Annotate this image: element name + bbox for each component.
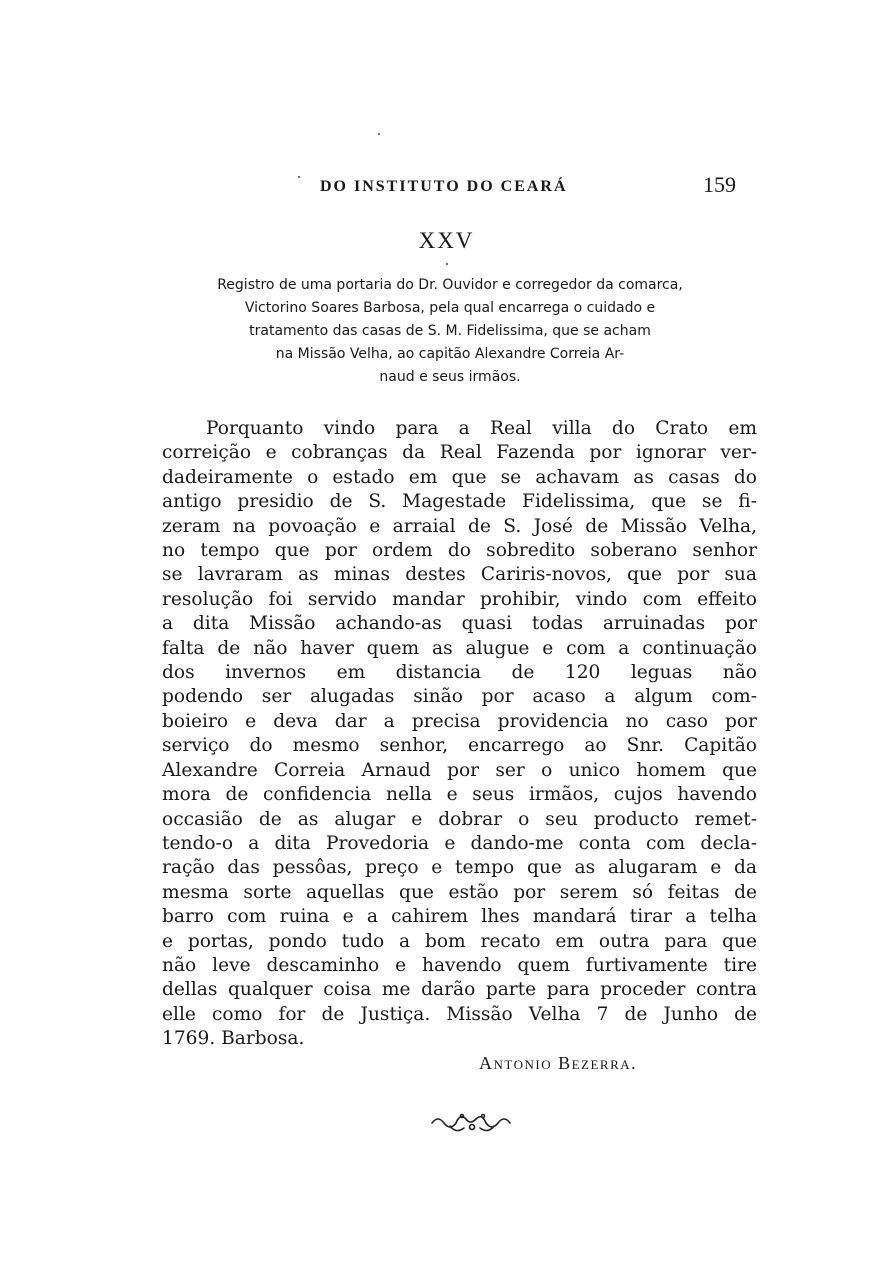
document-subtitle bbox=[150, 274, 750, 389]
body-line: antigo presidio de S. Magestade Fidelissima, que se fi- bbox=[162, 491, 757, 513]
body-line: a dita Missão achando-as quasi todas arruinadas por bbox=[162, 613, 757, 635]
body-line: não leve descaminho e havendo quem furtivamente tire bbox=[162, 954, 757, 976]
signature: Antonio Bezerra. bbox=[479, 1053, 638, 1073]
scan-speck bbox=[378, 133, 380, 135]
body-line: Porquanto vindo para a Real villa do Crato em bbox=[206, 418, 757, 439]
body-line: elle como for de Justiça. Missão Velha 7 de Junho de bbox=[162, 1003, 757, 1025]
body-line: se lavraram as minas destes Cariris-novos, que por sua bbox=[162, 564, 757, 586]
body-line: mora de confidencia nella e seus irmãos, cujos havendo bbox=[162, 784, 757, 806]
body-line: serviço do mesmo senhor, encarrego ao Snr. Capitão bbox=[162, 735, 757, 757]
body-line: occasião de as alugar e dobrar o seu producto remet- bbox=[162, 808, 757, 830]
subtitle-line: tratamento das casas de S. M. Fidelissima, que se acham bbox=[249, 323, 651, 339]
body-line: Alexandre Correia Arnaud por ser o unico homem que bbox=[162, 759, 757, 781]
body-line: no tempo que por ordem do sobredito soberano senhor bbox=[162, 540, 757, 562]
page-number: 159 bbox=[703, 172, 736, 197]
printer-ornament-icon bbox=[428, 1108, 516, 1138]
scan-speck bbox=[446, 263, 448, 265]
subtitle-line: Victorino Soares Barbosa, pela qual encarrega o cuidado e bbox=[244, 300, 656, 316]
subtitle-line: naud e seus irmãos. bbox=[379, 369, 521, 385]
body-line: barro com ruina e a cahirem lhes mandará tirar a telha bbox=[162, 906, 757, 928]
subtitle-line: Registro de uma portaria do Dr. Ouvidor e corregedor da comarca, bbox=[217, 277, 683, 293]
body-line: dadeiramente o estado em que se achavam as casas do bbox=[162, 466, 757, 488]
subtitle-line: na Missão Velha, ao capitão Alexandre Correia Ar- bbox=[275, 346, 625, 362]
body-line: dellas qualquer coisa me darão parte para proceder contra bbox=[162, 979, 757, 1001]
body-line: ração das pessôas, preço e tempo que as alugaram e da bbox=[162, 857, 757, 879]
body-line: dos invernos em distancia de 120 leguas não bbox=[162, 662, 757, 684]
running-header-title: DO INSTITUTO DO CEARÁ bbox=[320, 178, 568, 195]
body-line: tendo-o a dita Provedoria e dando-me conta com decla- bbox=[162, 832, 757, 854]
document-body bbox=[162, 417, 757, 1052]
body-line: podendo ser alugadas sinão por acaso a algum com- bbox=[162, 686, 757, 708]
body-line: boieiro e deva dar a precisa providencia no caso por bbox=[162, 710, 757, 732]
body-line: falta de não haver quem as alugue e com a continuação bbox=[162, 637, 757, 659]
body-line: e portas, pondo tudo a bom recato em outra para que bbox=[162, 930, 757, 952]
body-line: 1769. Barbosa. bbox=[162, 1028, 305, 1050]
body-line: mesma sorte aquellas que estão por serem só feitas de bbox=[162, 881, 757, 903]
document-number: XXV bbox=[418, 228, 475, 253]
body-line: correição e cobranças da Real Fazenda por ignorar ver- bbox=[162, 442, 757, 464]
scan-speck bbox=[298, 176, 300, 178]
body-line: zeram na povoação e arraial de S. José de Missão Velha, bbox=[162, 515, 757, 537]
body-line: resolução foi servido mandar prohibir, vindo com effeito bbox=[162, 588, 757, 610]
